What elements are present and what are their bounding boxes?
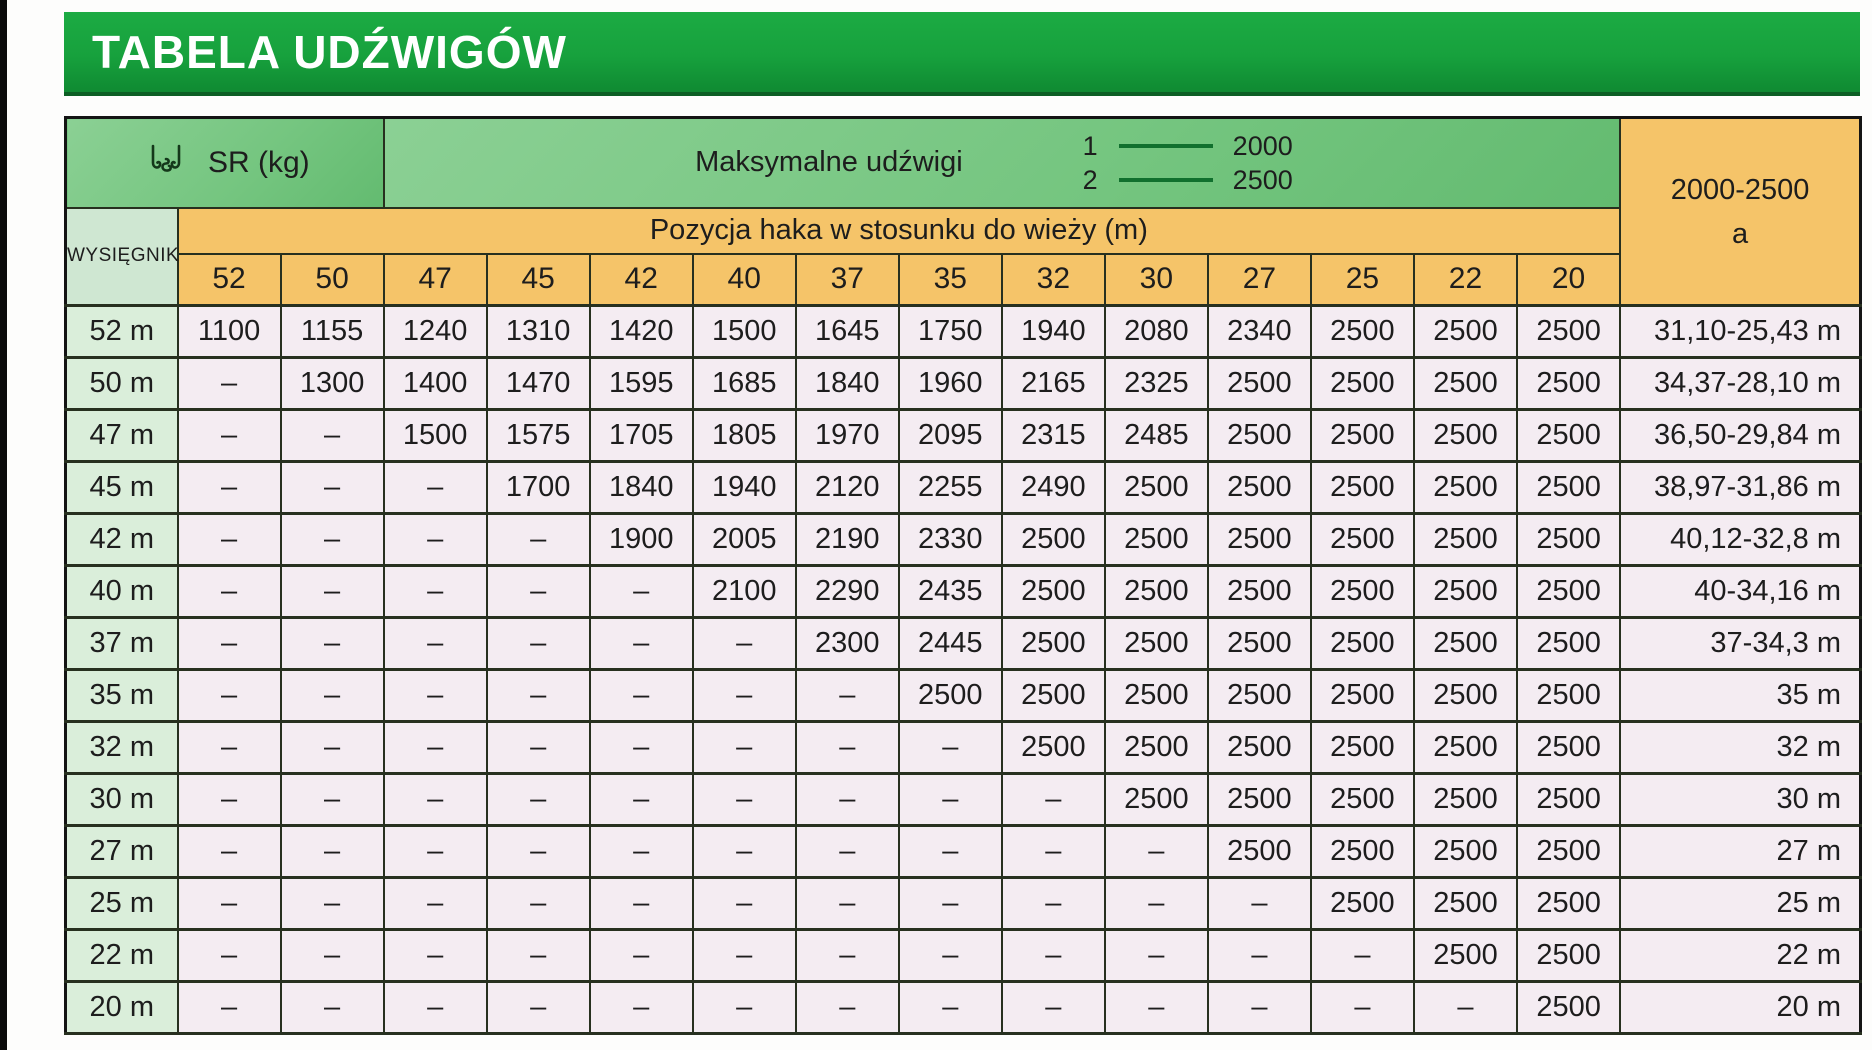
reach-range-cell: 36,50-29,84 m	[1620, 410, 1860, 462]
capacity-value-cell: 1645	[796, 306, 899, 358]
capacity-value-cell: 2500	[1002, 670, 1105, 722]
capacity-value-cell: 1310	[487, 306, 590, 358]
boom-length-cell: 52 m	[66, 306, 178, 358]
capacity-value-cell: 2500	[1414, 410, 1517, 462]
boom-length-cell: 45 m	[66, 462, 178, 514]
table-row	[66, 358, 1861, 410]
capacity-value-cell: 2500	[1105, 722, 1208, 774]
capacity-value-cell: 2500	[1311, 826, 1414, 878]
capacity-value-cell: –	[899, 722, 1002, 774]
capacity-value-cell: 2500	[1517, 826, 1620, 878]
capacity-value-cell: 2500	[1002, 618, 1105, 670]
capacity-value-cell: –	[1414, 982, 1517, 1034]
capacity-value-cell: –	[178, 514, 281, 566]
capacity-value-cell: 2500	[1208, 826, 1311, 878]
capacity-value-cell: 1500	[384, 410, 487, 462]
capacity-value-cell: 1500	[693, 306, 796, 358]
capacity-value-cell: 2500	[1105, 774, 1208, 826]
capacity-value-cell: 2500	[1311, 358, 1414, 410]
capacity-value-cell: –	[281, 462, 384, 514]
capacity-value-cell: –	[899, 826, 1002, 878]
capacity-value-cell: 1900	[590, 514, 693, 566]
capacity-value-cell: 2330	[899, 514, 1002, 566]
capacity-value-cell: 2500	[1311, 618, 1414, 670]
capacity-value-cell: –	[693, 722, 796, 774]
capacity-value-cell: 1960	[899, 358, 1002, 410]
sr-label: SR (kg)	[207, 145, 310, 179]
capacity-value-cell: –	[590, 878, 693, 930]
capacity-value-cell: –	[590, 670, 693, 722]
capacity-value-cell: –	[796, 670, 899, 722]
distance-column-header: 42	[590, 254, 693, 306]
line-legend	[1083, 130, 1309, 196]
capacity-value-cell: –	[1208, 878, 1311, 930]
legend-key-1: 1	[1082, 130, 1098, 161]
capacity-value-cell: –	[487, 618, 590, 670]
capacity-value-cell: 1970	[796, 410, 899, 462]
capacity-value-cell: 2500	[1517, 410, 1620, 462]
boom-length-cell: 35 m	[66, 670, 178, 722]
capacity-value-cell: –	[1002, 878, 1105, 930]
capacity-value-cell: –	[384, 462, 487, 514]
capacity-value-cell: 2340	[1208, 306, 1311, 358]
capacity-value-cell: 1240	[384, 306, 487, 358]
capacity-value-cell: –	[693, 826, 796, 878]
capacity-value-cell: –	[487, 982, 590, 1034]
capacity-value-cell: –	[796, 982, 899, 1034]
capacity-value-cell: 1100	[178, 306, 281, 358]
capacity-value-cell: –	[590, 566, 693, 618]
reach-range-cell: 35 m	[1620, 670, 1860, 722]
max-lift-header-cell	[384, 118, 1621, 208]
capacity-value-cell: –	[384, 930, 487, 982]
table-header	[66, 118, 1861, 306]
reach-range-cell: 38,97-31,86 m	[1620, 462, 1860, 514]
capacity-value-cell: –	[590, 618, 693, 670]
capacity-value-cell: 2500	[1105, 566, 1208, 618]
capacity-value-cell: 2500	[1208, 774, 1311, 826]
capacity-value-cell: –	[178, 462, 281, 514]
capacity-value-cell: –	[281, 878, 384, 930]
capacity-value-cell: –	[899, 982, 1002, 1034]
capacity-value-cell: 1595	[590, 358, 693, 410]
capacity-value-cell: 2500	[1517, 514, 1620, 566]
capacity-value-cell: 2500	[1414, 774, 1517, 826]
reach-range-cell: 22 m	[1620, 930, 1860, 982]
capacity-value-cell: 1705	[590, 410, 693, 462]
distance-column-header: 25	[1311, 254, 1414, 306]
table-row	[66, 306, 1861, 358]
capacity-value-cell: 2500	[1517, 670, 1620, 722]
load-capacity-table	[64, 116, 1862, 1035]
capacity-value-cell: –	[1208, 982, 1311, 1034]
capacity-value-cell: 1805	[693, 410, 796, 462]
capacity-value-cell: –	[796, 722, 899, 774]
capacity-value-cell: 2500	[1311, 462, 1414, 514]
capacity-value-cell: 2500	[1414, 566, 1517, 618]
reach-range-cell: 40,12-32,8 m	[1620, 514, 1860, 566]
capacity-value-cell: –	[693, 670, 796, 722]
capacity-value-cell: –	[281, 410, 384, 462]
boom-length-cell: 20 m	[66, 982, 178, 1034]
table-row	[66, 722, 1861, 774]
capacity-value-cell: –	[281, 982, 384, 1034]
capacity-value-cell: –	[178, 722, 281, 774]
capacity-value-cell: –	[178, 566, 281, 618]
capacity-value-cell: 2500	[1414, 826, 1517, 878]
capacity-value-cell: –	[693, 618, 796, 670]
capacity-value-cell: –	[693, 982, 796, 1034]
legend-value-1: 2000	[1232, 130, 1293, 161]
legend-line-icon	[1119, 178, 1213, 182]
distance-column-header: 52	[178, 254, 281, 306]
capacity-value-cell: 2500	[1414, 514, 1517, 566]
capacity-value-cell: 2500	[1311, 410, 1414, 462]
capacity-value-cell: –	[590, 982, 693, 1034]
capacity-value-cell: 2500	[1105, 670, 1208, 722]
max-lift-label: Maksymalne udźwigi	[695, 146, 963, 179]
capacity-value-cell: 2500	[1414, 670, 1517, 722]
capacity-value-cell: –	[281, 930, 384, 982]
capacity-value-cell: 2490	[1002, 462, 1105, 514]
capacity-value-cell: 2500	[1517, 774, 1620, 826]
table-row	[66, 826, 1861, 878]
capacity-value-cell: 2500	[1208, 410, 1311, 462]
scan-edge-strip	[0, 0, 7, 1050]
capacity-value-cell: 2500	[1105, 618, 1208, 670]
boom-length-cell: 25 m	[66, 878, 178, 930]
capacity-value-cell: –	[281, 618, 384, 670]
capacity-value-cell: –	[281, 566, 384, 618]
page-title: TABELA UDŹWIGÓW	[92, 26, 567, 78]
distance-column-header: 22	[1414, 254, 1517, 306]
capacity-value-cell: 1300	[281, 358, 384, 410]
capacity-value-cell: –	[384, 618, 487, 670]
capacity-value-cell: 2500	[899, 670, 1002, 722]
capacity-value-cell: 2500	[1311, 722, 1414, 774]
distance-column-header: 20	[1517, 254, 1620, 306]
capacity-value-cell: 2080	[1105, 306, 1208, 358]
header-row-middle	[66, 208, 1861, 254]
capacity-value-cell: 2500	[1208, 722, 1311, 774]
table-row	[66, 618, 1861, 670]
capacity-value-cell: 2500	[1311, 670, 1414, 722]
capacity-value-cell: 2500	[1208, 566, 1311, 618]
distance-column-header: 45	[487, 254, 590, 306]
boom-length-cell: 50 m	[66, 358, 178, 410]
distance-column-header: 32	[1002, 254, 1105, 306]
capacity-value-cell: 2500	[1002, 514, 1105, 566]
capacity-range-label: 2000-2500	[1670, 173, 1810, 206]
capacity-value-cell: 1575	[487, 410, 590, 462]
table-row	[66, 930, 1861, 982]
boom-length-cell: 47 m	[66, 410, 178, 462]
capacity-value-cell: 2500	[1414, 878, 1517, 930]
capacity-value-cell: –	[384, 722, 487, 774]
capacity-value-cell: 2190	[796, 514, 899, 566]
capacity-value-cell: 1750	[899, 306, 1002, 358]
capacity-value-cell: 2500	[1002, 722, 1105, 774]
capacity-value-cell: 2500	[1517, 982, 1620, 1034]
capacity-value-cell: –	[178, 618, 281, 670]
reach-range-cell: 27 m	[1620, 826, 1860, 878]
distance-column-header: 35	[899, 254, 1002, 306]
capacity-value-cell: 1470	[487, 358, 590, 410]
capacity-value-cell: –	[178, 670, 281, 722]
capacity-value-cell: –	[178, 410, 281, 462]
capacity-value-cell: –	[1105, 826, 1208, 878]
capacity-value-cell: –	[384, 826, 487, 878]
capacity-value-cell: 2500	[1311, 566, 1414, 618]
boom-length-cell: 22 m	[66, 930, 178, 982]
capacity-value-cell: –	[1105, 982, 1208, 1034]
capacity-value-cell: 1940	[1002, 306, 1105, 358]
capacity-value-cell: 2500	[1208, 358, 1311, 410]
capacity-value-cell: –	[281, 826, 384, 878]
capacity-value-cell: 2500	[1517, 878, 1620, 930]
capacity-value-cell: 2005	[693, 514, 796, 566]
capacity-value-cell: –	[693, 930, 796, 982]
capacity-value-cell: –	[796, 774, 899, 826]
capacity-value-cell: 2500	[1414, 722, 1517, 774]
table-row	[66, 774, 1861, 826]
capacity-value-cell: –	[590, 774, 693, 826]
capacity-value-cell: 2325	[1105, 358, 1208, 410]
capacity-value-cell: 2500	[1311, 306, 1414, 358]
capacity-table-body	[66, 306, 1861, 1034]
distance-column-header: 47	[384, 254, 487, 306]
capacity-value-cell: –	[487, 514, 590, 566]
capacity-value-cell: –	[281, 774, 384, 826]
capacity-value-cell: –	[1208, 930, 1311, 982]
capacity-value-cell: –	[1002, 982, 1105, 1034]
capacity-value-cell: 1840	[590, 462, 693, 514]
capacity-value-cell: –	[796, 878, 899, 930]
capacity-value-cell: 2500	[1414, 618, 1517, 670]
reach-range-cell: 30 m	[1620, 774, 1860, 826]
capacity-value-cell: 2315	[1002, 410, 1105, 462]
double-hook-icon	[140, 142, 192, 184]
capacity-value-cell: –	[281, 670, 384, 722]
capacity-value-cell: 2500	[1208, 514, 1311, 566]
capacity-value-cell: –	[1105, 878, 1208, 930]
capacity-value-cell: 2120	[796, 462, 899, 514]
capacity-value-cell: 2500	[1311, 878, 1414, 930]
distance-column-header: 27	[1208, 254, 1311, 306]
boom-length-cell: 30 m	[66, 774, 178, 826]
distance-column-header: 40	[693, 254, 796, 306]
capacity-value-cell: –	[281, 722, 384, 774]
capacity-value-cell: 2500	[1311, 514, 1414, 566]
capacity-value-cell: –	[487, 878, 590, 930]
capacity-value-cell: 2500	[1105, 514, 1208, 566]
capacity-value-cell: –	[590, 930, 693, 982]
capacity-value-cell: –	[590, 722, 693, 774]
distance-column-header: 50	[281, 254, 384, 306]
reach-range-cell: 37-34,3 m	[1620, 618, 1860, 670]
capacity-value-cell: 1700	[487, 462, 590, 514]
table-row	[66, 982, 1861, 1034]
capacity-value-cell: –	[796, 826, 899, 878]
reach-range-cell: 32 m	[1620, 722, 1860, 774]
capacity-value-cell: –	[1002, 826, 1105, 878]
boom-length-cell: 40 m	[66, 566, 178, 618]
capacity-value-cell: 2500	[1311, 774, 1414, 826]
boom-length-cell: 42 m	[66, 514, 178, 566]
title-bar	[64, 12, 1860, 96]
capacity-value-cell: 2435	[899, 566, 1002, 618]
table-row	[66, 878, 1861, 930]
capacity-value-cell: –	[1105, 930, 1208, 982]
table-row	[66, 566, 1861, 618]
capacity-value-cell: –	[178, 358, 281, 410]
capacity-value-cell: 2485	[1105, 410, 1208, 462]
capacity-value-cell: 1840	[796, 358, 899, 410]
capacity-value-cell: –	[178, 826, 281, 878]
table-row	[66, 670, 1861, 722]
capacity-value-cell: –	[590, 826, 693, 878]
hook-position-header: Pozycja haka w stosunku do wieży (m)	[178, 208, 1621, 254]
legend-row-1	[1083, 130, 1309, 162]
capacity-value-cell: 1420	[590, 306, 693, 358]
capacity-value-cell: –	[1002, 774, 1105, 826]
capacity-value-cell: 2500	[1517, 722, 1620, 774]
capacity-value-cell: –	[487, 826, 590, 878]
capacity-value-cell: 2445	[899, 618, 1002, 670]
capacity-value-cell: 2500	[1414, 306, 1517, 358]
capacity-value-cell: –	[178, 930, 281, 982]
capacity-value-cell: –	[796, 930, 899, 982]
capacity-value-cell: 1155	[281, 306, 384, 358]
distance-column-header: 30	[1105, 254, 1208, 306]
capacity-value-cell: 2500	[1414, 462, 1517, 514]
capacity-value-cell: –	[487, 670, 590, 722]
capacity-value-cell: –	[384, 982, 487, 1034]
capacity-value-cell: –	[384, 566, 487, 618]
boom-length-cell: 27 m	[66, 826, 178, 878]
capacity-value-cell: –	[899, 774, 1002, 826]
sr-header-cell	[66, 118, 384, 208]
capacity-value-cell: –	[487, 722, 590, 774]
column-header-row	[66, 254, 1861, 306]
capacity-value-cell: –	[384, 774, 487, 826]
table-row	[66, 410, 1861, 462]
capacity-value-cell: 2500	[1002, 566, 1105, 618]
capacity-value-cell: 2500	[1414, 358, 1517, 410]
table-row	[66, 514, 1861, 566]
capacity-value-cell: 2290	[796, 566, 899, 618]
capacity-value-cell: 1940	[693, 462, 796, 514]
capacity-value-cell: 2165	[1002, 358, 1105, 410]
capacity-value-cell: 2500	[1414, 930, 1517, 982]
capacity-value-cell: –	[1002, 930, 1105, 982]
capacity-value-cell: –	[487, 930, 590, 982]
capacity-value-cell: 1400	[384, 358, 487, 410]
capacity-value-cell: –	[1311, 930, 1414, 982]
boom-column-header: WYSIĘGNIK	[66, 208, 178, 306]
capacity-value-cell: –	[899, 878, 1002, 930]
capacity-value-cell: –	[384, 514, 487, 566]
boom-length-cell: 37 m	[66, 618, 178, 670]
capacity-value-cell: 2300	[796, 618, 899, 670]
capacity-value-cell: –	[899, 930, 1002, 982]
legend-row-2	[1083, 164, 1309, 196]
distance-column-header: 37	[796, 254, 899, 306]
capacity-value-cell: 2255	[899, 462, 1002, 514]
capacity-value-cell: –	[487, 566, 590, 618]
capacity-value-cell: –	[384, 670, 487, 722]
capacity-value-cell: 2500	[1517, 618, 1620, 670]
capacity-value-cell: 2500	[1517, 930, 1620, 982]
capacity-value-cell: 2500	[1517, 566, 1620, 618]
capacity-value-cell: –	[693, 878, 796, 930]
capacity-value-cell: 1685	[693, 358, 796, 410]
capacity-value-cell: –	[178, 774, 281, 826]
capacity-value-cell: 2095	[899, 410, 1002, 462]
table-row	[66, 462, 1861, 514]
capacity-value-cell: 2100	[693, 566, 796, 618]
reach-range-cell: 40-34,16 m	[1620, 566, 1860, 618]
reach-range-cell: 31,10-25,43 m	[1620, 306, 1860, 358]
capacity-value-cell: –	[693, 774, 796, 826]
range-column-letter: a	[1732, 217, 1749, 250]
capacity-value-cell: –	[281, 514, 384, 566]
capacity-value-cell: 2500	[1208, 670, 1311, 722]
capacity-value-cell: 2500	[1517, 462, 1620, 514]
capacity-value-cell: –	[487, 774, 590, 826]
capacity-value-cell: –	[178, 878, 281, 930]
boom-length-cell: 32 m	[66, 722, 178, 774]
legend-line-icon	[1119, 144, 1213, 148]
reach-range-cell: 34,37-28,10 m	[1620, 358, 1860, 410]
capacity-value-cell: –	[384, 878, 487, 930]
capacity-value-cell: 2500	[1208, 618, 1311, 670]
capacity-value-cell: 2500	[1208, 462, 1311, 514]
capacity-range-header-cell	[1620, 118, 1860, 306]
capacity-value-cell: –	[1311, 982, 1414, 1034]
capacity-value-cell: 2500	[1517, 358, 1620, 410]
header-row-top	[66, 118, 1861, 208]
capacity-value-cell: 2500	[1105, 462, 1208, 514]
legend-value-2: 2500	[1232, 164, 1293, 195]
reach-range-cell: 25 m	[1620, 878, 1860, 930]
reach-range-cell: 20 m	[1620, 982, 1860, 1034]
legend-key-2: 2	[1082, 164, 1098, 195]
capacity-value-cell: 2500	[1517, 306, 1620, 358]
capacity-value-cell: –	[178, 982, 281, 1034]
